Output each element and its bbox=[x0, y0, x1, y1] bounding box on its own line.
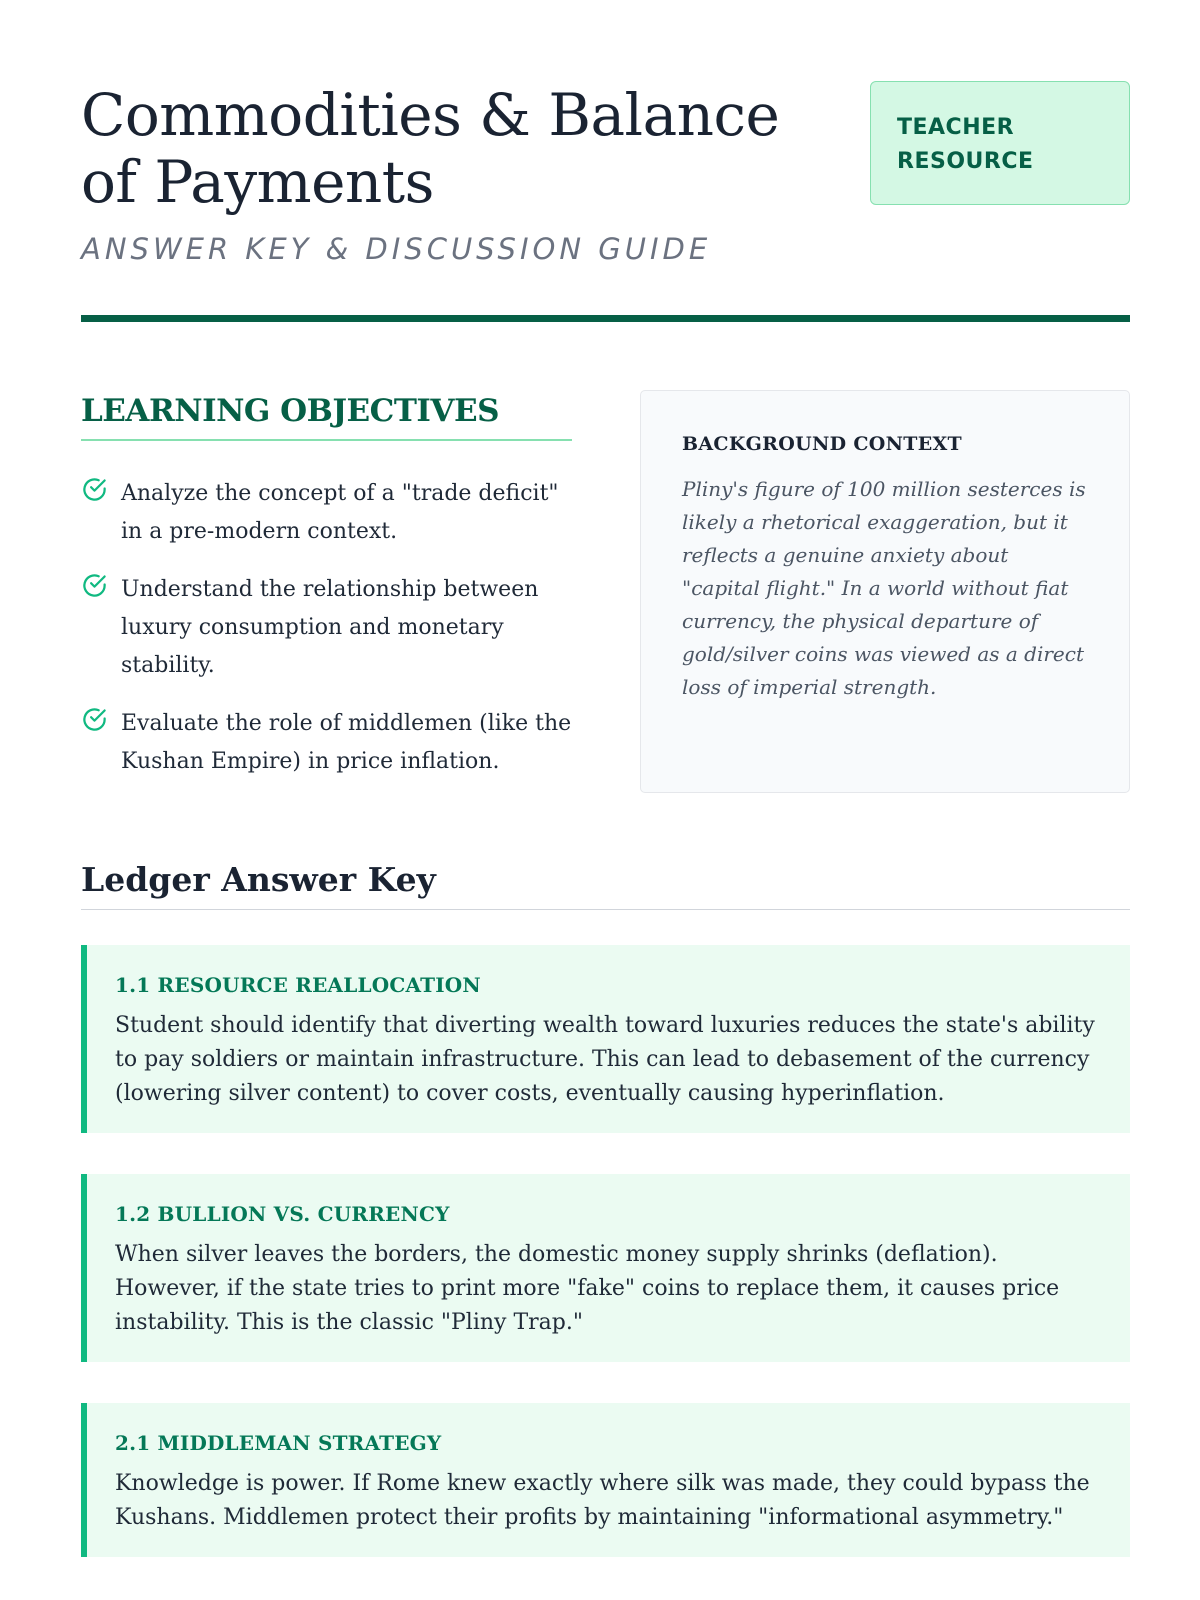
teacher-resource-badge bbox=[870, 81, 1130, 205]
answer-card-title: 1.1 RESOURCE REALLOCATION bbox=[115, 973, 481, 997]
objective-text: Evaluate the role of middlemen (like the Kushan Empire) in price inflation. bbox=[121, 711, 572, 774]
ledger-heading: Ledger Answer Key bbox=[81, 860, 1130, 910]
badge-line-1: TEACHER bbox=[897, 115, 1015, 140]
page-title: Commodities & Balance of Payments bbox=[81, 81, 780, 216]
learning-objectives bbox=[81, 393, 572, 801]
answer-card-text: Student should identify that diverting wealth toward luxuries reduces the state's ability to pay soldiers or maintain infrastructure. This can lead to debasement of the currency (lowering silver content) to cover costs, eventually causing hyperinflation. bbox=[115, 1013, 1095, 1106]
answer-card-title: 1.2 BULLION VS. CURRENCY bbox=[115, 1202, 450, 1226]
objectives-list bbox=[81, 475, 572, 781]
answer-card bbox=[81, 1403, 1130, 1557]
header bbox=[81, 0, 1130, 325]
objective-item bbox=[81, 475, 572, 551]
objective-item bbox=[81, 571, 572, 685]
context-text: Pliny's figure of 100 million sesterces is likely a rhetorical exaggeration, but it reflects a genuine anxiety about "capital flight." In a world without fiat currency, the physical departure of gold/silver coins was viewed as a direct loss of imperial strength. bbox=[682, 477, 1086, 699]
objective-text: Understand the relationship between luxury consumption and monetary stability. bbox=[121, 577, 539, 678]
objective-item bbox=[81, 705, 572, 781]
check-circle-icon bbox=[81, 706, 108, 733]
answer-card-text: When silver leaves the borders, the domestic money supply shrinks (deflation). However, if the state tries to print more "fake" coins to replace them, it causes price instability. This is the classic "Pliny Trap." bbox=[115, 1242, 1060, 1335]
context-label: BACKGROUND CONTEXT bbox=[682, 433, 962, 455]
answer-card bbox=[81, 1174, 1130, 1362]
background-context-box bbox=[640, 390, 1130, 793]
header-divider bbox=[81, 315, 1130, 322]
answer-card-text: Knowledge is power. If Rome knew exactly where silk was made, they could bypass the Kushans. Middlemen protect their profits by maintaining "informational asymmetry." bbox=[115, 1471, 1090, 1530]
badge-line-2: RESOURCE bbox=[897, 149, 1034, 174]
check-circle-icon bbox=[81, 572, 108, 599]
objectives-heading: LEARNING OBJECTIVES bbox=[81, 393, 572, 441]
page-subtitle: ANSWER KEY & DISCUSSION GUIDE bbox=[81, 232, 712, 266]
answer-card bbox=[81, 945, 1130, 1133]
page bbox=[81, 0, 1130, 1530]
check-circle-icon bbox=[81, 476, 108, 503]
objective-text: Analyze the concept of a "trade deficit" in a pre-modern context. bbox=[121, 481, 559, 544]
answer-card-title: 2.1 MIDDLEMAN STRATEGY bbox=[115, 1431, 442, 1455]
